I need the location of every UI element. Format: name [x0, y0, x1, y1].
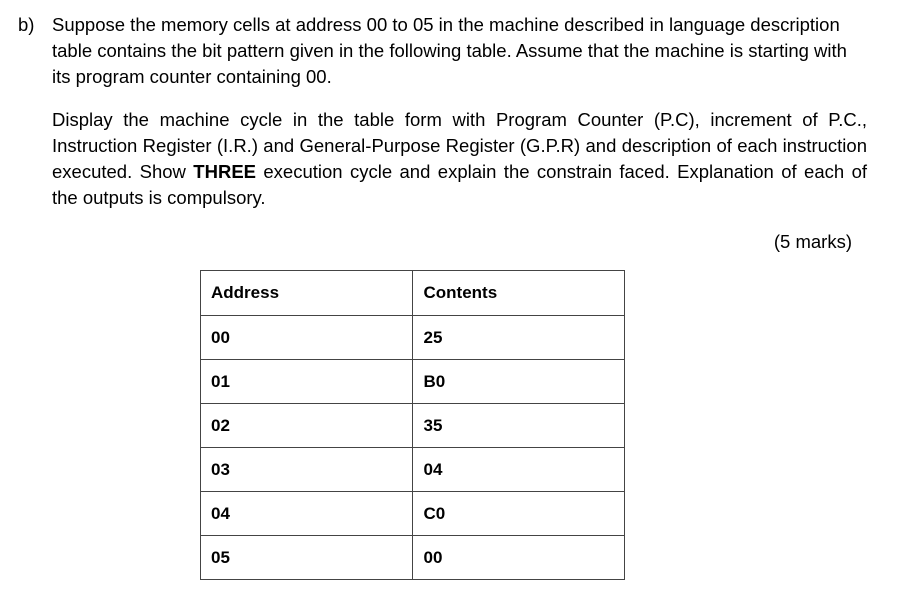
table-row: [201, 404, 625, 448]
paragraph-2-emphasis: THREE: [193, 161, 256, 182]
question-paragraph-2: [52, 107, 867, 211]
paragraph-2-text-end: execution cycle and explain the constrain faced. Explanation of each of the outputs is compulsory.: [52, 161, 867, 208]
memory-table: [200, 270, 625, 580]
contents-cell: 04: [413, 448, 625, 492]
address-cell: 00: [201, 316, 413, 360]
question-label: b): [18, 14, 35, 35]
header-contents: Contents: [413, 271, 625, 316]
address-cell: 05: [201, 536, 413, 580]
contents-cell: 35: [413, 404, 625, 448]
table-row: [201, 492, 625, 536]
address-cell: 01: [201, 360, 413, 404]
marks-label: (5 marks): [773, 231, 852, 252]
question-b: [18, 12, 878, 211]
table-row: [201, 448, 625, 492]
question-paragraph-1: Suppose the memory cells at address 00 to 05 in the machine described in language description table contains the bit pattern given in the following table. Assume that the machine is starting with its program counter containing 00.: [52, 14, 847, 87]
address-cell: 03: [201, 448, 413, 492]
header-address: Address: [201, 271, 413, 316]
contents-cell: 00: [413, 536, 625, 580]
contents-cell: B0: [413, 360, 625, 404]
table-row: [201, 536, 625, 580]
contents-cell: C0: [413, 492, 625, 536]
address-cell: 02: [201, 404, 413, 448]
paragraph-2-text-start: Display the machine cycle in the table form with Program Counter (P.C), increment of P.C., Instruction Register (I.R.) and General-Purpose Register (G.P.R) and description of each instruction executed. Show: [52, 109, 867, 182]
contents-cell: 25: [413, 316, 625, 360]
table-row: [201, 316, 625, 360]
table-header-row: [201, 271, 625, 316]
address-cell: 04: [201, 492, 413, 536]
table-row: [201, 360, 625, 404]
